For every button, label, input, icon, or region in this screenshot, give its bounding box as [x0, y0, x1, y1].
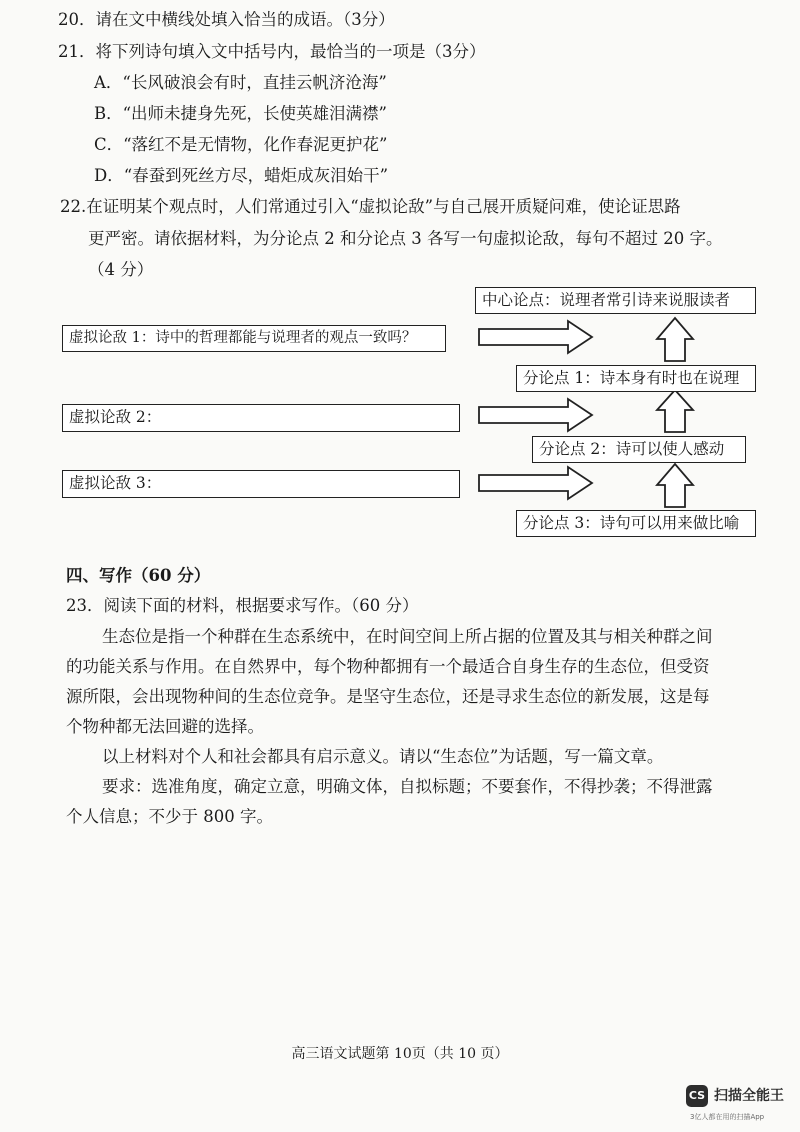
- sub-point-3-box: 分论点 3：诗句可以用来做比喻: [516, 510, 756, 537]
- question-21-option-a: A．“长风破浪会有时，直挂云帆济沧海”: [94, 73, 387, 92]
- material-line-4: 个物种都无法回避的选择。: [66, 717, 264, 736]
- question-20: 20．请在文中横线处填入恰当的成语。（3分）: [58, 10, 395, 29]
- question-22-line1: 22.在证明某个观点时，人们常通过引入“虚拟论敌”与自己展开质疑问难，使论证思路: [60, 197, 681, 216]
- question-23: 23．阅读下面的材料，根据要求写作。（60 分）: [66, 596, 419, 615]
- right-arrow-3: [479, 467, 592, 499]
- right-arrow-2: [479, 399, 592, 431]
- question-21-option-c: C．“落红不是无情物，化作春泥更护花”: [94, 135, 388, 154]
- central-thesis-box: 中心论点：说理者常引诗来说服读者: [475, 287, 756, 314]
- up-arrow-2: [657, 390, 693, 432]
- material-line-1: 生态位是指一个种群在生态系统中，在时间空间上所占据的位置及其与相关种群之间: [102, 627, 713, 646]
- question-21-stem: 21．将下列诗句填入文中括号内，最恰当的一项是（3分）: [58, 42, 486, 61]
- camscanner-logo-icon: CS: [686, 1085, 708, 1107]
- up-arrow-1: [657, 318, 693, 361]
- question-22-line2: 更严密。请依据材料，为分论点 2 和分论点 3 各写一句虚拟论敌，每句不超过 20 字。: [88, 229, 723, 248]
- material-line-2: 的功能关系与作用。在自然界中，每个物种都拥有一个最适合自身生存的生态位，但受资: [66, 657, 710, 676]
- right-arrow-1: [479, 321, 592, 353]
- watermark-name: 扫描全能王: [714, 1088, 784, 1104]
- virtual-opponent-3-box: 虚拟论敌 3：: [62, 470, 460, 498]
- material-line-3: 源所限，会出现物种间的生态位竞争。是坚守生态位，还是寻求生态位的新发展，这是每: [66, 687, 710, 706]
- virtual-opponent-2-box: 虚拟论敌 2：: [62, 404, 460, 432]
- question-22-score: （4 分）: [88, 260, 154, 279]
- writing-prompt: 以上材料对个人和社会都具有启示意义。请以“生态位”为话题，写一篇文章。: [102, 747, 664, 766]
- sub-point-1-box: 分论点 1：诗本身有时也在说理: [516, 365, 756, 392]
- sub-point-2-box: 分论点 2：诗可以使人感动: [532, 436, 746, 463]
- virtual-opponent-1-box: 虚拟论敌 1：诗中的哲理都能与说理者的观点一致吗？: [62, 325, 446, 352]
- writing-requirements-line-1: 要求：选准角度，确定立意，明确文体，自拟标题；不要套作，不得抄袭；不得泄露: [102, 777, 713, 796]
- watermark-tagline: 3亿人都在用的扫描App: [690, 1113, 765, 1121]
- up-arrow-3: [657, 464, 693, 507]
- page-footer: 高三语文试题第 10页（共 10 页）: [291, 1046, 509, 1062]
- question-21-option-d: D．“春蚕到死丝方尽，蜡炬成灰泪始干”: [94, 166, 389, 185]
- writing-section-title: 四、写作（60 分）: [66, 566, 211, 585]
- writing-requirements-line-2: 个人信息；不少于 800 字。: [66, 807, 273, 826]
- question-21-option-b: B．“出师未捷身先死，长使英雄泪满襟”: [94, 104, 387, 123]
